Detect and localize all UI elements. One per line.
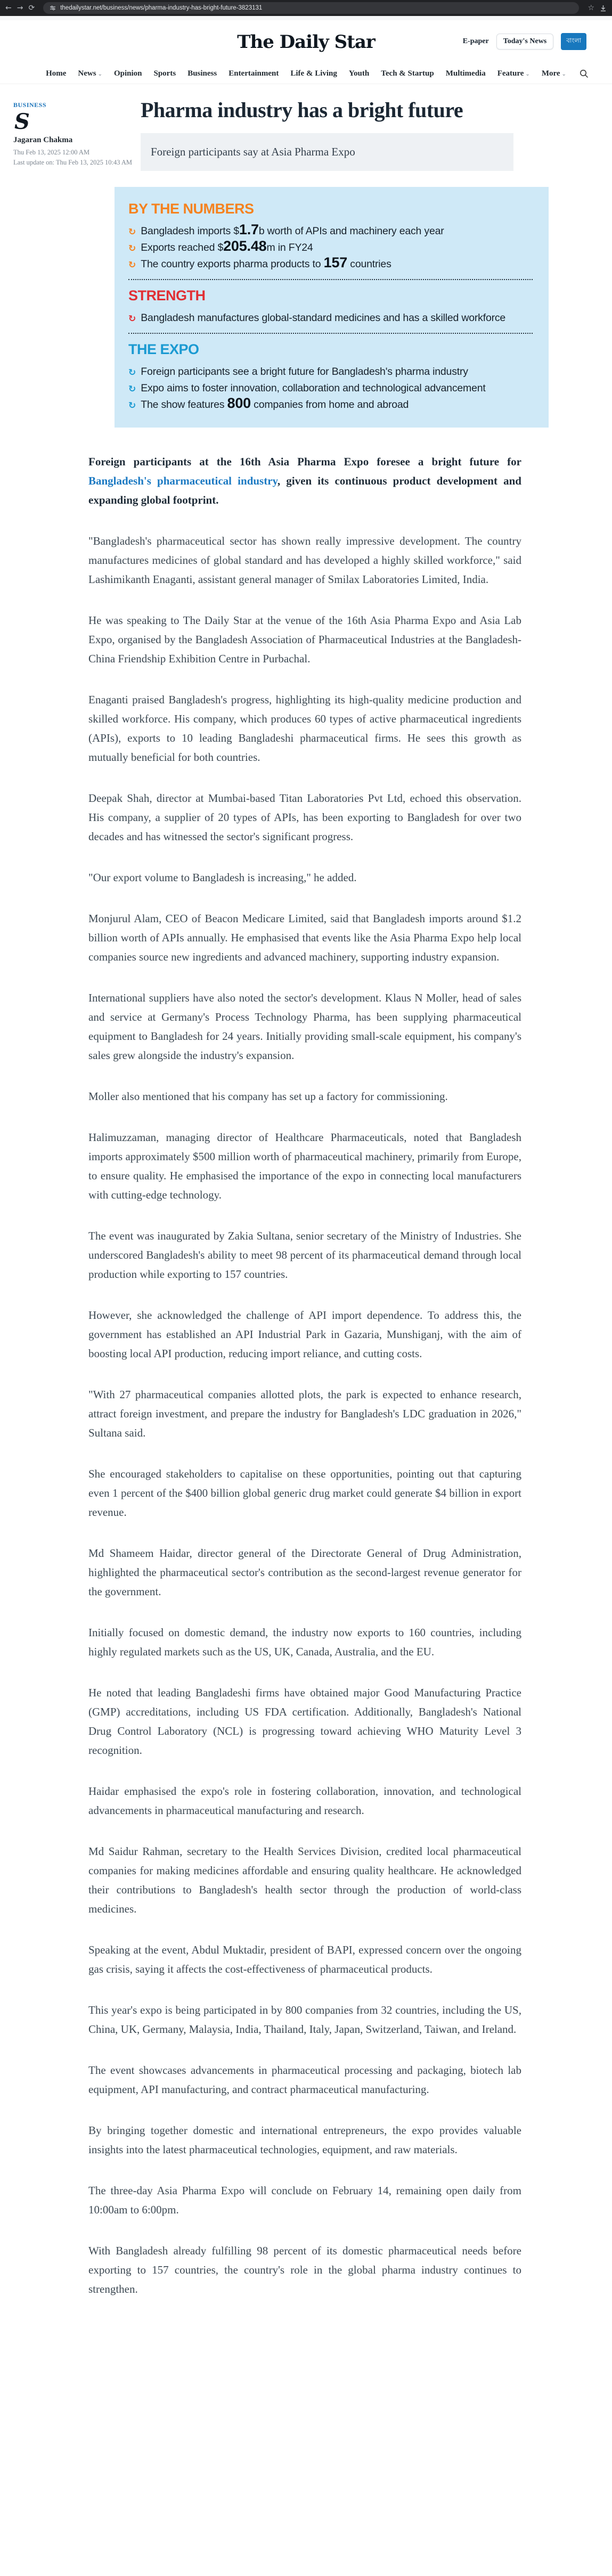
site-settings-icon[interactable]: [50, 5, 56, 11]
address-bar[interactable]: [43, 2, 579, 14]
daily-star-logo[interactable]: The Daily Star: [237, 31, 375, 53]
list-item: ↻ Expo aims to foster innovation, collaboration and technological advancement: [128, 380, 533, 396]
infographic-card: [115, 187, 549, 428]
infographic-heading-strength: STRENGTH: [128, 288, 206, 303]
list-item: ↻ Bangladesh manufactures global-standard medicines and has a skilled workforce: [128, 309, 533, 326]
list-item: ↻ The show features 800 companies from home and abroad: [128, 396, 533, 413]
paragraph: The three-day Asia Pharma Expo will conclude on February 14, remaining open daily from 10:00am to 6:00pm.: [88, 2184, 521, 2216]
circular-arrow-icon: ↻: [128, 400, 136, 411]
circular-arrow-icon: ↻: [128, 384, 136, 395]
chrome-strip: [0, 16, 612, 20]
search-icon[interactable]: [580, 69, 589, 81]
paragraph: Deepak Shah, director at Mumbai-based Titan Laboratories Pvt Ltd, echoed this observation. His company, a supplier of 20 types of APIs, has been exporting to Bangladesh for over two decades and has witnessed the sector's significant progress.: [88, 792, 521, 843]
infographic-heading-expo: THE EXPO: [128, 341, 199, 357]
paragraph: "Our export volume to Bangladesh is increasing," he added.: [88, 871, 357, 884]
circular-arrow-icon: ↻: [128, 227, 136, 237]
nav-item-feature[interactable]: Feature ⌄: [497, 69, 530, 78]
article: [0, 84, 612, 2299]
paragraph: Moller also mentioned that his company has set up a factory for commissioning.: [88, 1090, 448, 1103]
chevron-down-icon: ⌄: [97, 71, 102, 77]
section-label[interactable]: BUSINESS: [13, 101, 47, 109]
download-icon[interactable]: [600, 5, 607, 12]
todays-news-button[interactable]: Today's News: [496, 34, 554, 50]
article-body: [88, 452, 521, 2299]
paragraph: Halimuzzaman, managing director of Healthcare Pharmaceuticals, noted that Bangladesh imports approximately $500 million worth of pharmaceutical machinery, primarily from Europe, to ensure quality. He emphasised the importance of the expo in connecting local manufacturers with cutting-edge technology.: [88, 1131, 521, 1201]
lead-paragraph: Foreign participants at the 16th Asia Pharma Expo foresee a bright future for Bangladesh's pharmaceutical industry, given its continuous product development and expanding global footprint.: [88, 455, 521, 506]
list-item: ↻ Exports reached $205.48m in FY24: [128, 239, 533, 256]
chevron-down-icon: ⌄: [525, 71, 530, 77]
subtitle-text: Foreign participants say at Asia Pharma Expo: [151, 145, 355, 158]
nav-item-entertainment[interactable]: Entertainment: [229, 69, 279, 78]
nav-item-opinion[interactable]: Opinion: [113, 69, 142, 78]
paragraph: International suppliers have also noted the sector's development. Klaus N Moller, head of sales and service at Germany's Process Technology Pharma, has been supplying pharmaceutical equipment to Bangladesh for 24 years. Initially providing small-scale equipment, his company's sales grew alongside the industry's expansion.: [88, 991, 521, 1062]
paragraph: He noted that leading Bangladeshi firms have obtained major Good Manufacturing Practice (GMP) accreditations, including US FDA certification. Additionally, Bangladesh's National Drug Control Laboratory (NCL) is progressing toward achieving WHO Maturity Level 3 recognition.: [88, 1686, 521, 1757]
paragraph: Md Saidur Rahman, secretary to the Health Services Division, credited local pharmaceutical companies for making medicines affordable and ensuring quality healthcare. He acknowledged their contributions to Bangladesh's health sector through the production of world-class medicines.: [88, 1845, 521, 1915]
daily-star-monogram-icon: S: [14, 109, 30, 134]
forward-icon[interactable]: →: [17, 4, 23, 12]
publish-date: Thu Feb 13, 2025 12:00 AM: [13, 149, 90, 156]
nav-item-life-living[interactable]: Life & Living: [290, 69, 337, 78]
site-header: [0, 20, 612, 64]
nav-item-more[interactable]: More ⌄: [541, 69, 566, 78]
bookmark-star-icon[interactable]: ☆: [587, 4, 594, 12]
list-item: ↻ Foreign participants see a bright future for Bangladesh's pharma industry: [128, 363, 533, 380]
inline-link-pharma-industry[interactable]: Bangladesh's pharmaceutical industry: [88, 474, 278, 487]
paragraph: He was speaking to The Daily Star at the venue of the 16th Asia Pharma Expo and Asia Lab Expo, organised by the Bangladesh Association of Pharmaceutical Industries at the Bangladesh-China Friendship Exhibition Centre in Purbachal.: [88, 614, 521, 665]
chevron-down-icon: ⌄: [561, 71, 566, 77]
paragraph: Enaganti praised Bangladesh's progress, highlighting its high-quality medicine production and skilled workforce. His company, which produces 60 types of active pharmaceutical ingredients (APIs), exports to 10 leading Bangladeshi pharmaceutical firms. He sees this growth as mutually beneficial for both countries.: [88, 693, 521, 764]
bangla-button[interactable]: বাংলা: [561, 33, 586, 50]
paragraph: Speaking at the event, Abdul Muktadir, president of BAPI, expressed concern over the ongoing gas crisis, saying it affects the cost-effectiveness of pharmaceutical products.: [88, 1943, 521, 1975]
paragraph: Monjurul Alam, CEO of Beacon Medicare Limited, said that Bangladesh imports around $1.2 billion worth of APIs annually. He emphasised that events like the Asia Pharma Expo help local companies source new ingredients and advanced machinery, supporting industry expansion.: [88, 912, 521, 963]
paragraph: However, she acknowledged the challenge of API import dependence. To address this, the government has established an API Industrial Park in Gazaria, Munshiganj, with the aim of boosting local API production, reducing import reliance, and cutting costs.: [88, 1309, 521, 1360]
browser-toolbar: [0, 0, 612, 16]
paragraph: This year's expo is being participated in by 800 companies from 32 countries, including the US, China, UK, Germany, Malaysia, India, Thailand, Italy, Japan, Switzerland, Taiwan, and Ireland.: [88, 2004, 521, 2036]
nav-item-multimedia[interactable]: Multimedia: [445, 69, 486, 78]
circular-arrow-icon: ↻: [128, 314, 136, 324]
nav-item-youth[interactable]: Youth: [348, 69, 370, 78]
paragraph: "With 27 pharmaceutical companies allotted plots, the park is expected to enhance research, attract foreign investment, and prepare the industry for Bangladesh's LDC graduation in 2026," Sultana said.: [88, 1388, 521, 1439]
paragraph: The event showcases advancements in pharmaceutical processing and packaging, biotech lab equipment, API manufacturing, and contract pharmaceutical manufacturing.: [88, 2064, 521, 2096]
paragraph: By bringing together domestic and international entrepreneurs, the expo provides valuable insights into the latest pharmaceutical technologies, equipment, and raw materials.: [88, 2124, 521, 2156]
url-text: thedailystar.net/business/news/pharma-industry-has-bright-future-3823131: [60, 5, 263, 11]
nav-item-news[interactable]: News ⌄: [78, 69, 102, 78]
update-date: Last update on: Thu Feb 13, 2025 10:43 AM: [13, 158, 133, 166]
circular-arrow-icon: ↻: [128, 367, 136, 378]
paragraph: "Bangladesh's pharmaceutical sector has shown really impressive development. The country manufactures medicines of global standard and has developed a highly skilled workforce," said Lashimikanth Enaganti, assistant general manager of Smilax Laboratories Limited, India.: [88, 535, 521, 586]
paragraph: The event was inaugurated by Zakia Sultana, senior secretary of the Ministry of Industries. She underscored Bangladesh's ability to meet 98 percent of its pharmaceutical demand through local production while exporting to 157 countries.: [88, 1229, 521, 1281]
main-navigation: [0, 64, 612, 84]
subtitle-box: [141, 133, 513, 171]
nav-item-tech-startup[interactable]: Tech & Startup: [381, 69, 434, 78]
paragraph: She encouraged stakeholders to capitalise on these opportunities, pointing out that capturing even 1 percent of the $400 billion global generic drug market could generate $4 billion in export revenue.: [88, 1467, 521, 1519]
nav-item-sports[interactable]: Sports: [153, 69, 176, 78]
dotted-divider: [128, 279, 533, 280]
page-title: Pharma industry has a bright future: [141, 98, 463, 122]
paragraph: Haidar emphasised the expo's role in fostering collaboration, innovation, and technological advancements in pharmaceutical manufacturing and research.: [88, 1785, 521, 1817]
back-icon[interactable]: ←: [5, 4, 12, 12]
list-item: ↻ Bangladesh imports $1.7b worth of APIs and machinery each year: [128, 223, 533, 239]
article-meta-column: [13, 101, 133, 168]
epaper-link[interactable]: E-paper: [462, 37, 489, 45]
nav-item-business[interactable]: Business: [187, 69, 217, 78]
author-name[interactable]: Jagaran Chakma: [13, 136, 73, 144]
paragraph: Initially focused on domestic demand, the industry now exports to 160 countries, including highly regulated markets such as the US, UK, Canada, Australia, and the EU.: [88, 1626, 521, 1658]
nav-item-home[interactable]: Home: [46, 69, 67, 78]
reload-icon[interactable]: ⟳: [28, 4, 35, 12]
paragraph: Md Shameem Haidar, director general of the Directorate General of Drug Administration, highlighted the pharmaceutical sector's contribution as the second-largest revenue generator for the government.: [88, 1547, 521, 1598]
paragraph: With Bangladesh already fulfilling 98 percent of its domestic pharmaceutical needs before exporting to 157 countries, the country's role in the global pharma industry continues to strengthen.: [88, 2244, 521, 2295]
dotted-divider: [128, 333, 533, 334]
list-item: ↻ The country exports pharma products to 157 countries: [128, 256, 533, 272]
infographic-heading-numbers: BY THE NUMBERS: [128, 201, 254, 217]
circular-arrow-icon: ↻: [128, 260, 136, 270]
circular-arrow-icon: ↻: [128, 243, 136, 254]
